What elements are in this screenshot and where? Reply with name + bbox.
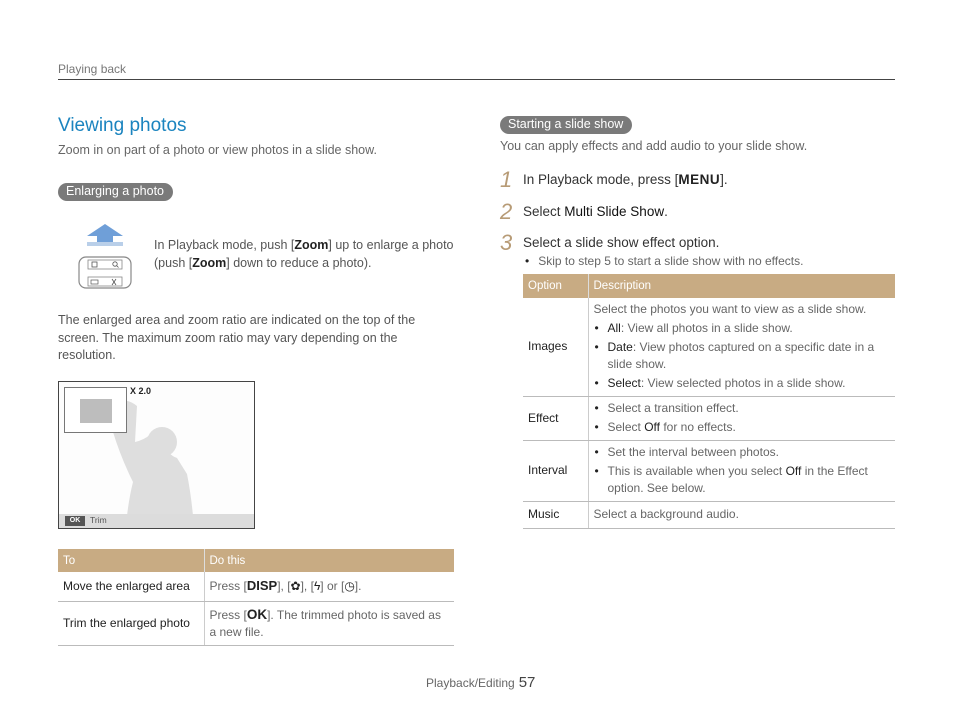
list-item: • All: View all photos in a slide show.	[594, 320, 891, 337]
table-header-row	[58, 549, 454, 572]
slide-show-subtitle: You can apply effects and add audio to your slide show.	[500, 139, 808, 153]
list-item: • Select Off for no effects.	[594, 419, 891, 436]
photo-bottom-bar	[59, 514, 254, 528]
step-2: 2 Select Multi Slide Show.	[500, 199, 668, 224]
table-header: Do this	[204, 549, 454, 572]
table-header: To	[58, 549, 204, 572]
zoom-ratio: X 2.0	[130, 386, 152, 396]
table-header-row	[523, 274, 895, 298]
header-divider	[58, 79, 895, 80]
table-cell: Trim the enlarged photo	[58, 601, 204, 645]
page-title: Viewing photos	[58, 115, 187, 136]
zoomed-photo-preview	[58, 381, 255, 529]
table-header: Description	[588, 274, 895, 298]
table-row	[523, 397, 895, 441]
list-item: • Set the interval between photos.	[594, 444, 891, 461]
table-cell: Images	[523, 298, 588, 397]
ok-key: OK	[246, 606, 268, 622]
zoom-instruction: In Playback mode, push [Zoom] up to enlarge a photo (push [Zoom] down to reduce a photo).	[154, 238, 454, 270]
table-cell	[588, 397, 895, 441]
table-cell: Move the enlarged area	[58, 572, 204, 601]
list-item: • Date: View photos captured on a specific date in a slide show.	[594, 339, 891, 373]
table-row	[58, 601, 454, 645]
zoom-description: The enlarged area and zoom ratio are indicated on the top of the screen. The maximum zoom ratio may vary depending on the resolution.	[58, 313, 416, 362]
step-number: 2	[500, 199, 513, 224]
table-row	[523, 441, 895, 502]
macro-flower-icon: ✿	[290, 579, 301, 594]
table-cell: Select the photos you want to view as a slide show. • All: View all photos in a slide show. • Date: View photos captured on a specific date in a slide show. • Select: View selected photos in a slide show.	[588, 298, 895, 397]
table-cell	[588, 441, 895, 502]
table-cell: Press [DISP], [✿], [ϟ] or [◷].	[204, 572, 454, 601]
enlarge-heading: Enlarging a photo	[58, 183, 173, 201]
section-label: Playing back	[58, 62, 127, 76]
page-footer: Playback/Editing 57	[426, 674, 536, 691]
table-header: Option	[523, 274, 588, 298]
flash-icon: ϟ	[313, 579, 321, 594]
table-row	[523, 298, 895, 397]
page-number: 57	[518, 674, 536, 691]
step-1: 1 In Playback mode, press [MENU].	[500, 167, 728, 192]
slide-show-heading: Starting a slide show	[500, 116, 632, 134]
table-cell: Music	[523, 502, 588, 529]
zoom-actions-table	[58, 549, 454, 646]
table-cell: Effect	[523, 397, 588, 441]
zoom-navigator	[64, 387, 127, 433]
table-row	[58, 572, 454, 601]
step-3: 3 Select a slide show effect option.	[500, 230, 720, 255]
timer-icon: ◷	[344, 579, 355, 594]
step-number: 1	[500, 167, 513, 192]
menu-key: MENU	[678, 172, 721, 187]
slide-options-table	[523, 274, 895, 529]
step-number: 3	[500, 230, 513, 255]
table-row	[523, 502, 895, 529]
zoom-area-indicator	[80, 399, 112, 423]
trim-label: Trim	[90, 515, 107, 525]
list-item: • This is available when you select Off in the Effect option. See below.	[594, 463, 891, 497]
disp-key: DISP	[246, 578, 278, 594]
list-item: • Select a transition effect.	[594, 400, 891, 417]
table-cell: Interval	[523, 441, 588, 502]
zoom-lever-icon	[78, 224, 133, 290]
ok-icon: OK	[65, 516, 85, 526]
table-cell: Select a background audio.	[588, 502, 895, 529]
list-item: • Select: View selected photos in a slide show.	[594, 375, 891, 392]
page-subtitle: Zoom in on part of a photo or view photos in a slide show.	[58, 143, 377, 157]
table-cell: Press [OK]. The trimmed photo is saved as a new file.	[204, 601, 454, 645]
step-tip: • Skip to step 5 to start a slide show with no effects.	[525, 254, 804, 268]
